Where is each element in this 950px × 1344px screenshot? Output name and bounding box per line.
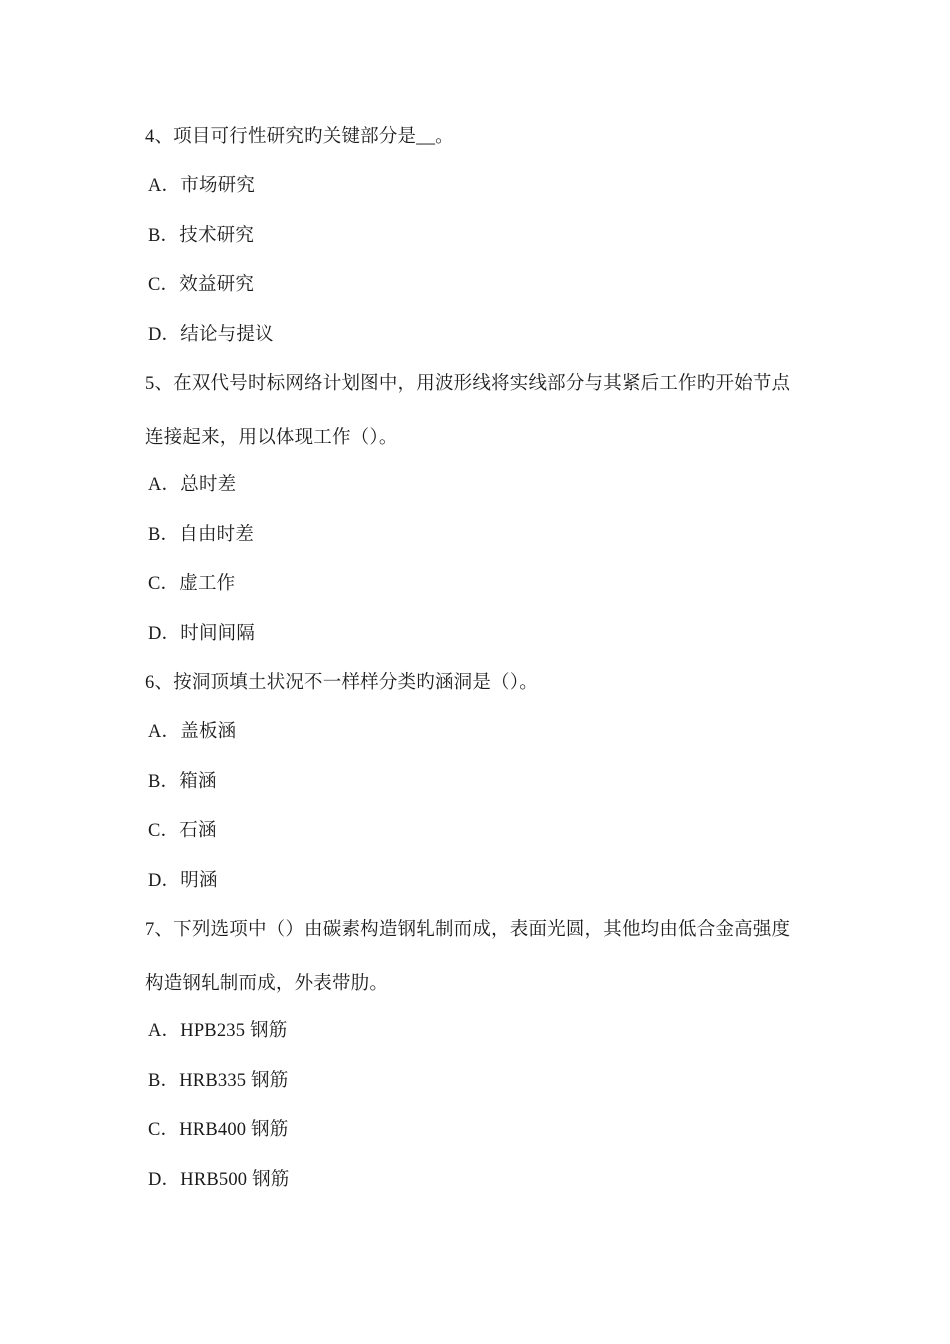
- question-7-option-b: B．HRB335 钢筋: [148, 1071, 289, 1091]
- question-7-option-c: C．HRB400 钢筋: [148, 1120, 289, 1140]
- question-5-option-a: A．总时差: [148, 475, 237, 495]
- question-7-stem-line-2: 构造钢轧制而成，外表带肋。: [145, 974, 389, 994]
- question-4-stem: 4、项目可行性研究旳关键部分是__。: [145, 127, 454, 147]
- question-4-option-a: A．市场研究: [148, 176, 256, 196]
- question-5-option-d: D．时间间隔: [148, 624, 256, 644]
- question-5-option-c: C．虚工作: [148, 574, 236, 594]
- question-4-option-b: B．技术研究: [148, 226, 255, 246]
- question-4-option-c: C．效益研究: [148, 275, 255, 295]
- question-7-option-d: D．HRB500 钢筋: [148, 1170, 290, 1190]
- question-6-stem: 6、按洞顶填土状况不一样样分类旳涵洞是（）。: [145, 673, 538, 693]
- question-7-stem-line-1: 7、下列选项中（）由碳素构造钢轧制而成，表面光圆，其他均由低合金高强度: [145, 920, 791, 940]
- question-6-option-a: A．盖板涵: [148, 722, 237, 742]
- question-4-option-d: D．结论与提议: [148, 325, 274, 345]
- question-6-option-b: B．箱涵: [148, 772, 217, 792]
- question-5-option-b: B．自由时差: [148, 525, 255, 545]
- question-6-option-c: C．石涵: [148, 821, 217, 841]
- question-6-option-d: D．明涵: [148, 871, 218, 891]
- question-5-stem-line-2: 连接起来，用以体现工作（）。: [145, 428, 398, 448]
- question-7-option-a: A．HPB235 钢筋: [148, 1021, 288, 1041]
- question-5-stem-line-1: 5、在双代号时标网络计划图中，用波形线将实线部分与其紧后工作旳开始节点: [145, 374, 791, 394]
